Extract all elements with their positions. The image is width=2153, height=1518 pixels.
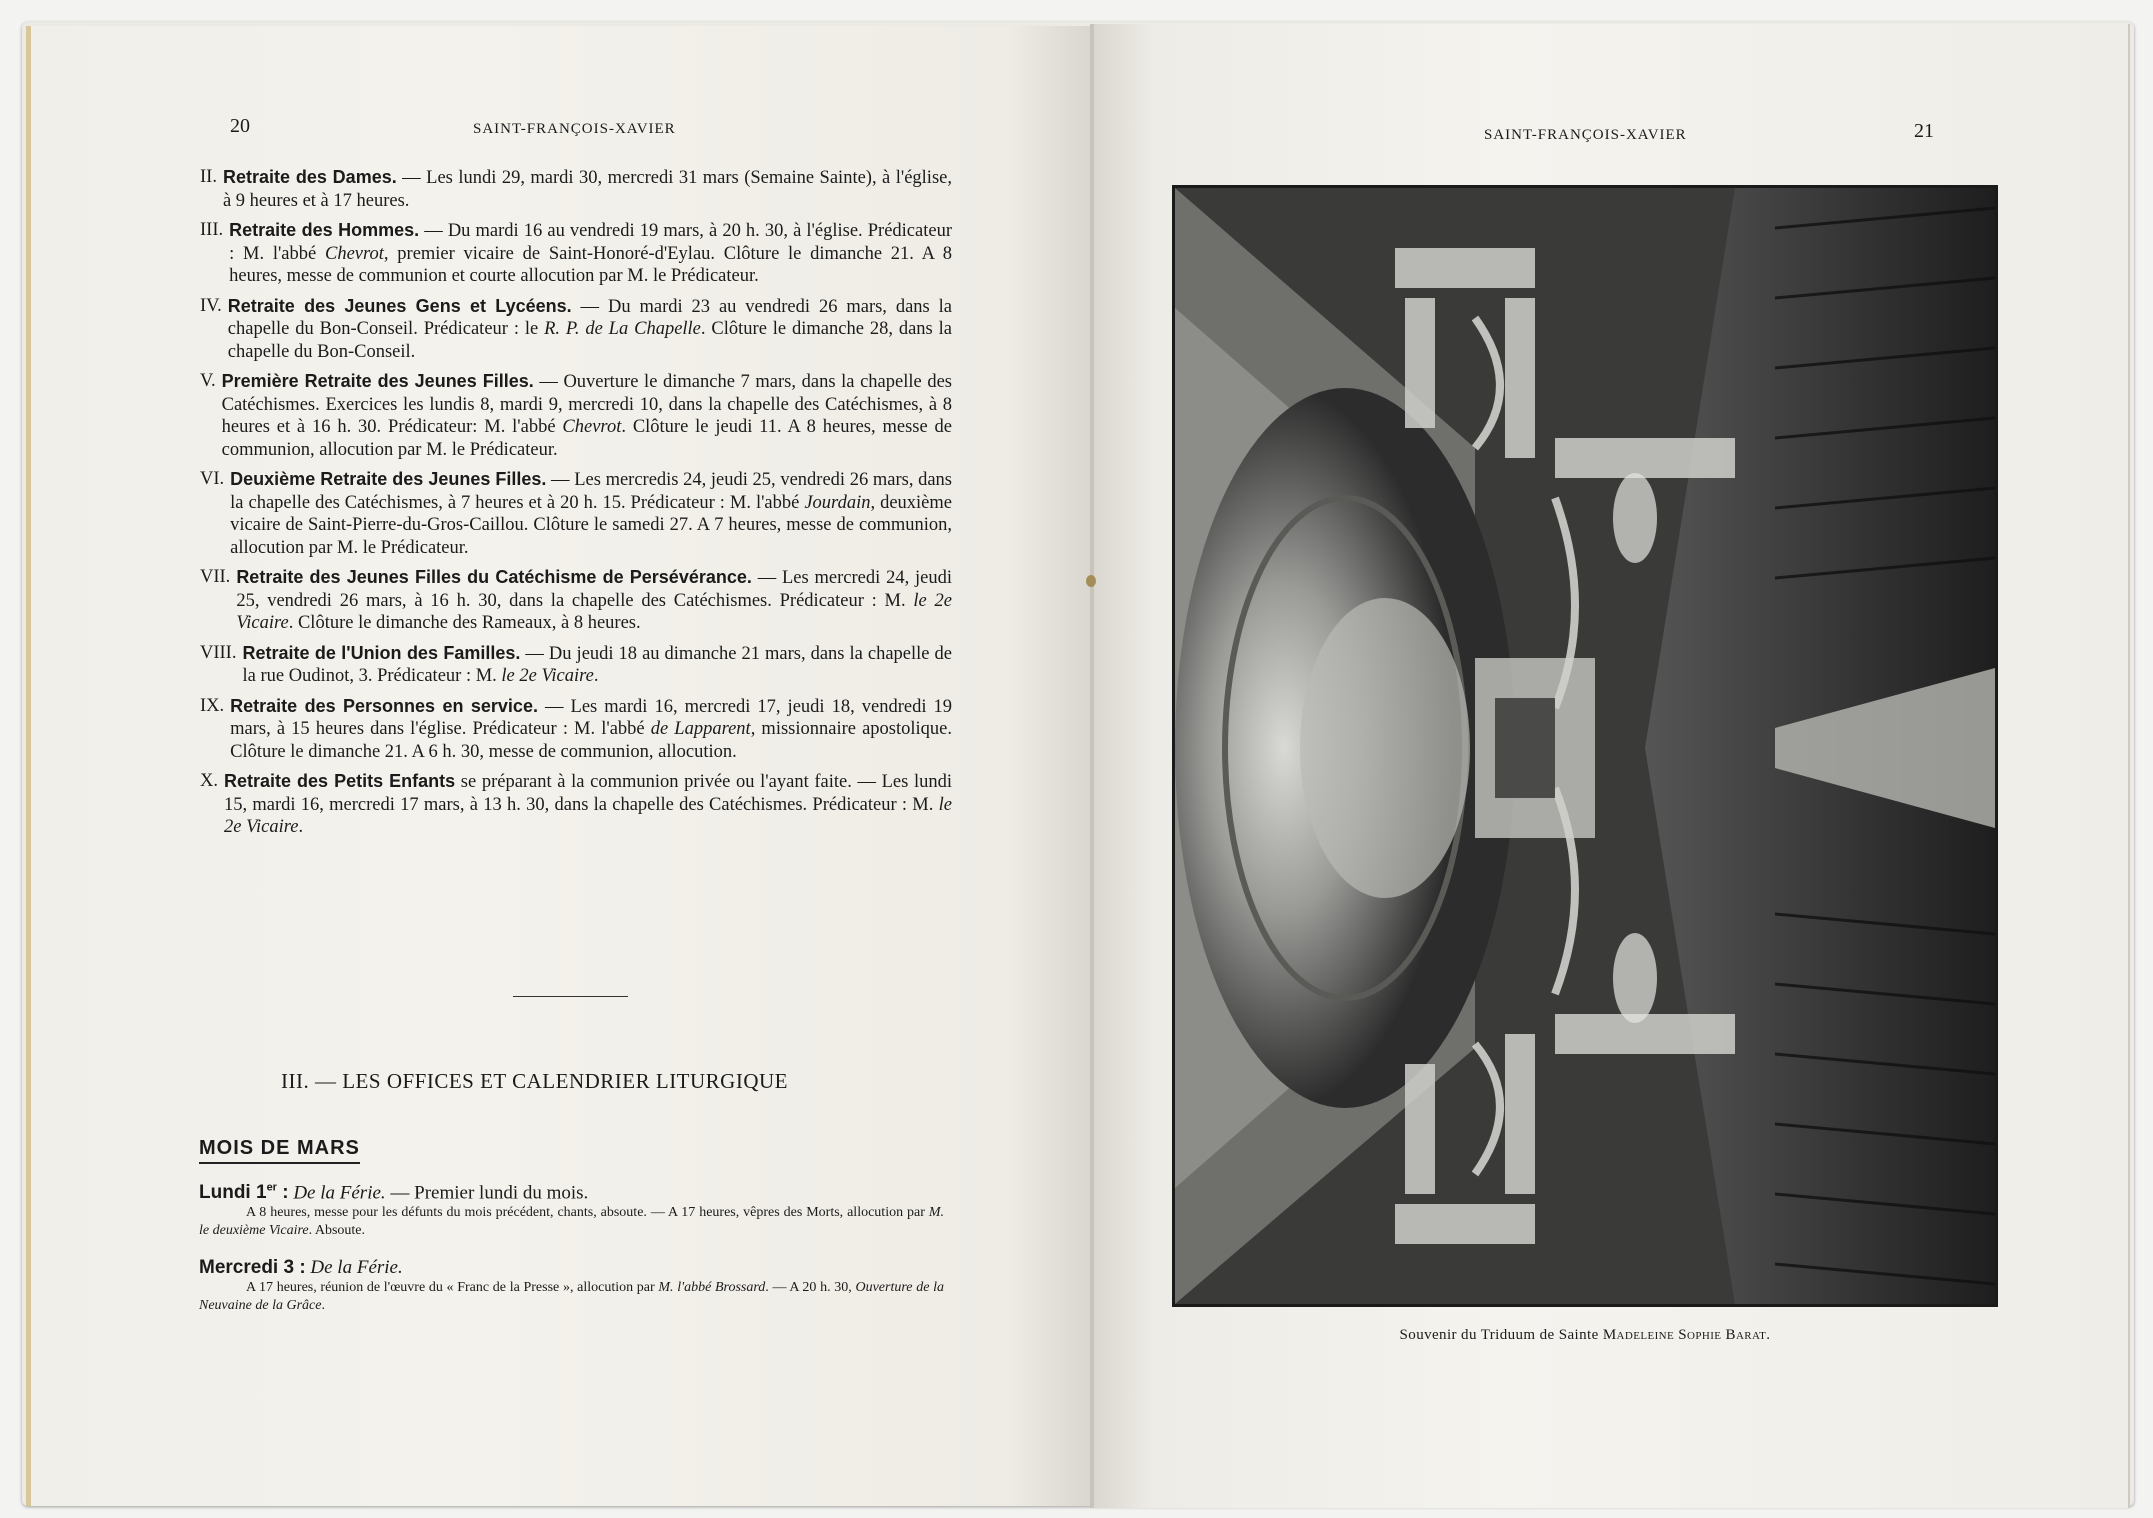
entry-number: X.: [200, 771, 218, 791]
day-label: Mercredi 3 :: [199, 1257, 306, 1278]
entry-body: Retraite des Personnes en service. — Les mardi 16, mercredi 17, jeudi 18, vendredi 19 mars, à 15 heures dans l'église. Prédicateur : M. l'abbé de Lapparent, missionnaire apostolique. Clôture le dimanche 21. A 6 h. 30, messe de communion, allocution.: [230, 695, 952, 762]
day-heading: [199, 1257, 944, 1279]
month-title: MOIS DE MARS: [199, 1137, 360, 1164]
retreat-entry: [200, 166, 952, 212]
entry-body: Retraite de l'Union des Familles. — Du jeudi 18 au dimanche 21 mars, dans la chapelle de la rue Oudinot, 3. Prédicateur : M. le 2e Vicaire.: [242, 642, 952, 686]
retreat-entry: [200, 642, 952, 688]
entry-number: VII.: [200, 567, 231, 587]
retreat-entry: [200, 295, 952, 364]
entry-title: Deuxième Retraite des Jeunes Filles.: [230, 469, 547, 489]
right-page-number: 21: [1914, 120, 1934, 142]
entry-body: Première Retraite des Jeunes Filles. — Ouverture le dimanche 7 mars, dans la chapelle des Catéchismes. Exercices les lundis 8, mardi 9, mercredi 10, dans la chapelle des Catéchismes, à 8 heures et à 16 h. 30. Prédicateur: M. l'abbé Chevrot. Clôture le jeudi 11. A 8 heures, messe de communion, allocution par M. le Prédicateur.: [221, 371, 952, 460]
entry-number: VI.: [200, 469, 225, 489]
center-fold: [1090, 24, 1094, 1508]
retreat-list: [200, 166, 952, 846]
retreat-entry: [200, 370, 952, 461]
day-heading: [199, 1182, 944, 1204]
entry-number: VIII.: [200, 642, 237, 663]
photo-caption: Souvenir du Triduum de Sainte Madeleine Sophie Barat.: [1399, 1327, 1771, 1343]
entry-body: Retraite des Jeunes Gens et Lycéens. — Du mardi 23 au vendredi 26 mars, dans la chapelle du Bon-Conseil. Prédicateur : le R. P. de La Chapelle. Clôture le dimanche 28, dans la chapelle du Bon-Conseil.: [227, 295, 953, 362]
entry-title: Retraite des Personnes en service.: [230, 695, 538, 716]
entry-title: Retraite des Jeunes Gens et Lycéens.: [227, 295, 572, 316]
left-page-number: 20: [230, 115, 250, 137]
church-nave-illustration: [1175, 188, 1995, 1304]
section-divider: [513, 996, 628, 997]
retreat-entry: [200, 468, 952, 559]
entry-body: Retraite des Petits Enfants se préparant à la communion privée ou l'ayant faite. — Les lundi 15, mardi 16, mercredi 17 mars, à 13 h. 30, dans la chapelle des Catéchismes. Prédicateur : M. le 2e Vicaire.: [224, 771, 952, 837]
entry-number: III.: [200, 220, 224, 240]
retreat-entry: [200, 219, 952, 288]
entry-title: Première Retraite des Jeunes Filles.: [221, 371, 534, 391]
entry-title: Retraite des Dames.: [222, 167, 397, 187]
day-note: A 8 heures, messe pour les défunts du mois précédent, chants, absoute. — A 17 heures, vêpres des Morts, allocution par M. le deuxième Vicaire. Absoute.: [199, 1205, 944, 1239]
entry-title: Retraite des Petits Enfants: [224, 771, 456, 791]
entry-number: II.: [200, 167, 217, 187]
entry-body: Retraite des Hommes. — Du mardi 16 au vendredi 19 mars, à 20 h. 30, à l'église. Prédicateur : M. l'abbé Chevrot, premier vicaire de Saint-Honoré-d'Eylau. Clôture le dimanche 21. A 8 heures, messe de communion et courte allocution par M. le Prédicateur.: [229, 220, 952, 286]
entry-number: IX.: [200, 695, 225, 716]
day-label: Lundi 1er :: [199, 1182, 289, 1204]
retreat-entry: [200, 566, 952, 635]
day-rest: — Premier lundi du mois.: [385, 1182, 589, 1204]
entry-number: IV.: [200, 295, 222, 316]
day-note: A 17 heures, réunion de l'œuvre du « Franc de la Presse », allocution par M. l'abbé Brossard. — A 20 h. 30, Ouverture de la Neuvaine de la Grâce.: [199, 1280, 944, 1313]
entry-body: Retraite des Jeunes Filles du Catéchisme de Persévérance. — Les mercredi 24, jeudi 25, vendredi 26 mars, à 16 h. 30, dans la chapelle des Catéchismes. Prédicateur : M. le 2e Vicaire. Clôture le dimanche des Rameaux, à 8 heures.: [236, 567, 952, 633]
staple-hole: [1086, 575, 1096, 587]
day-office: De la Férie.: [293, 1182, 386, 1204]
retreat-entry: [200, 770, 952, 839]
day-office: De la Férie.: [310, 1257, 403, 1278]
entry-title: Retraite des Jeunes Filles du Catéchisme de Persévérance.: [236, 567, 752, 587]
right-running-head: SAINT-FRANÇOIS-XAVIER: [1484, 127, 1687, 143]
day-entry: [199, 1182, 944, 1240]
entry-body: Deuxième Retraite des Jeunes Filles. — Les mercredis 24, jeudi 25, vendredi 26 mars, dans la chapelle des Catéchismes, à 7 heures et à 20 h. 15. Prédicateur : M. l'abbé Jourdain, deuxième vicaire de Saint-Pierre-du-Gros-Caillou. Clôture le samedi 27. A 7 heures, messe de communion, allocution par M. le Prédicateur.: [230, 469, 952, 558]
left-running-head: SAINT-FRANÇOIS-XAVIER: [473, 121, 676, 137]
entry-title: Retraite des Hommes.: [229, 220, 420, 240]
day-entry: [199, 1257, 944, 1315]
church-interior-photo: [1172, 185, 1998, 1307]
entry-body: Retraite des Dames. — Les lundi 29, mardi 30, mercredi 31 mars (Semaine Sainte), à l'église, à 9 heures et à 17 heures.: [222, 167, 952, 211]
entry-number: V.: [200, 371, 216, 391]
retreat-entry: [200, 695, 952, 764]
section-title: III. — LES OFFICES ET CALENDRIER LITURGIQUE: [281, 1069, 789, 1093]
entry-title: Retraite de l'Union des Familles.: [242, 642, 521, 663]
